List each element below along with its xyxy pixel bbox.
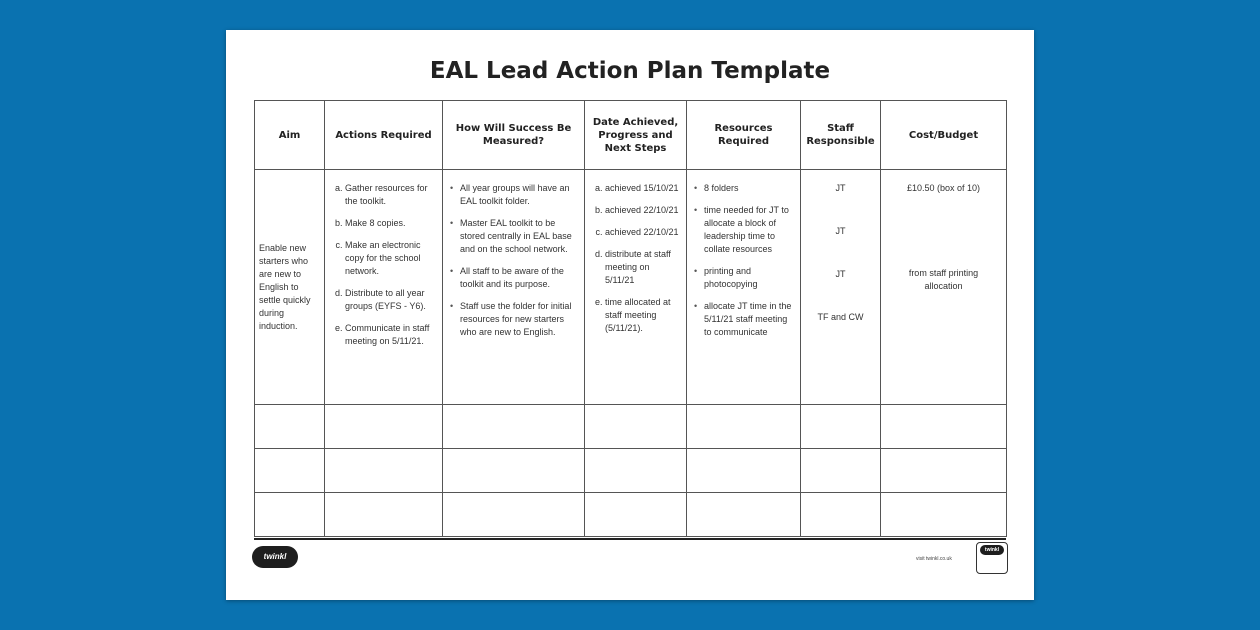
header-resources: Resources Required — [687, 101, 801, 170]
header-success: How Will Success Be Measured? — [443, 101, 585, 170]
cost-line-2: from staff printing allocation — [908, 268, 979, 291]
cost-cell — [881, 170, 1007, 405]
header-row — [255, 101, 1007, 170]
list-item: • printing and photocopying — [704, 265, 795, 291]
document-page — [226, 30, 1034, 600]
empty-cell — [585, 493, 687, 537]
header-staff: Staff Responsible — [801, 101, 881, 170]
resources-cell — [687, 170, 801, 405]
staff-entry: TF and CW — [817, 312, 864, 322]
list-item: e. Communicate in staff meeting on 5/11/21. — [345, 322, 437, 348]
empty-cell — [255, 449, 325, 493]
staff-entry: JT — [835, 269, 846, 279]
empty-cell — [801, 449, 881, 493]
list-item: d. distribute at staff meeting on 5/11/21 — [605, 248, 681, 287]
actions-cell — [325, 170, 443, 405]
empty-cell — [801, 405, 881, 449]
empty-cell — [585, 449, 687, 493]
empty-cell — [687, 405, 801, 449]
twinkl-logo: twinkl — [252, 546, 298, 568]
list-item: c. achieved 22/10/21 — [605, 226, 681, 239]
list-item: • Staff use the folder for initial resources for new starters who are new to English. — [460, 300, 579, 339]
footer-divider — [254, 538, 1006, 540]
list-item: • All staff to be aware of the toolkit and its purpose. — [460, 265, 579, 291]
empty-cell — [881, 493, 1007, 537]
list-item: • time needed for JT to allocate a block of leadership time to collate resources — [704, 204, 795, 256]
table-row — [255, 170, 1007, 405]
twinkl-badge-logo — [976, 542, 1008, 574]
badge-label: twinkl — [980, 545, 1004, 555]
success-cell — [443, 170, 585, 405]
list-item: d. Distribute to all year groups (EYFS - Y6). — [345, 287, 437, 313]
page-title: EAL Lead Action Plan Template — [429, 58, 831, 84]
list-item: c. Make an electronic copy for the school network. — [345, 239, 437, 278]
action-plan-table — [254, 100, 1007, 537]
list-item: e. time allocated at staff meeting (5/11/21). — [605, 296, 681, 335]
empty-row — [255, 493, 1007, 537]
empty-row — [255, 449, 1007, 493]
header-actions: Actions Required — [325, 101, 443, 170]
cost-line-1: £10.50 (box of 10) — [906, 183, 981, 193]
staff-entry: JT — [835, 183, 846, 193]
list-item: b. Make 8 copies. — [345, 217, 437, 230]
empty-cell — [443, 405, 585, 449]
empty-cell — [255, 405, 325, 449]
header-cost: Cost/Budget — [881, 101, 1007, 170]
aim-cell: Enable new starters who are new to English to settle quickly during induction. — [255, 170, 325, 405]
list-item: a. achieved 15/10/21 — [605, 182, 681, 195]
list-item: • Master EAL toolkit to be stored centrally in EAL base and on the school network. — [460, 217, 579, 256]
empty-cell — [687, 493, 801, 537]
empty-cell — [255, 493, 325, 537]
empty-row — [255, 405, 1007, 449]
empty-cell — [585, 405, 687, 449]
staff-entry: JT — [835, 226, 846, 236]
list-item: • All year groups will have an EAL toolkit folder. — [460, 182, 579, 208]
list-item: b. achieved 22/10/21 — [605, 204, 681, 217]
list-item: • 8 folders — [704, 182, 795, 195]
empty-cell — [443, 493, 585, 537]
empty-cell — [881, 449, 1007, 493]
empty-cell — [801, 493, 881, 537]
empty-cell — [687, 449, 801, 493]
staff-cell — [801, 170, 881, 405]
footer-url: visit twinkl.co.uk — [916, 556, 952, 562]
list-item: • allocate JT time in the 5/11/21 staff meeting to communicate — [704, 300, 795, 339]
header-aim: Aim — [255, 101, 325, 170]
header-date: Date Achieved, Progress and Next Steps — [585, 101, 687, 170]
empty-cell — [325, 405, 443, 449]
empty-cell — [881, 405, 1007, 449]
list-item: a. Gather resources for the toolkit. — [345, 182, 437, 208]
empty-cell — [325, 449, 443, 493]
date-cell — [585, 170, 687, 405]
empty-cell — [325, 493, 443, 537]
empty-cell — [443, 449, 585, 493]
